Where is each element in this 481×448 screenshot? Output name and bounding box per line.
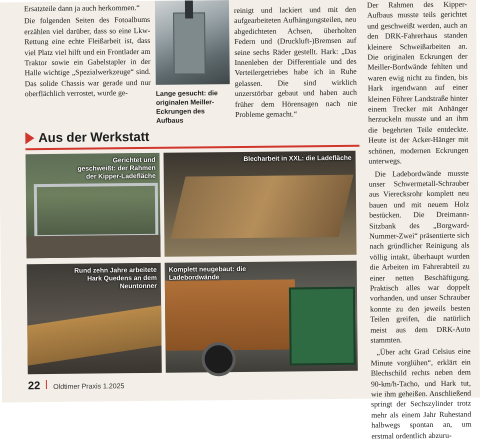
page-number: 22 [27,380,41,393]
stake-bracket [185,0,193,18]
side-wall-shape [165,279,296,350]
section-title: Aus der Werkstatt [38,128,150,146]
paragraph: Die Ladebordwände musste unser Schwermetall-Schrauber aus Vierecksrohr komplett neu bauen und mit neuem Holz bestücken. Die Dreimann-Sitzbank des „Borgward-Nummer-Zwei“ präsentierte sich nach gründlicher Reinigung als völlig intakt, überhaupt wurden die Arbeiten im Fahrerabteil zu einer netten Beschäftigung. Praktisch alles war doppelt vorhanden, und unser Schrauber konnte zu den jeweils besten Teilen greifen, die natürlich meist aus dem DRK-Auto stammten. [368,168,471,345]
photo-restoration [27,263,162,374]
publication-name: Oldtimer Praxis 1.2025 [53,383,125,391]
paragraph: Die folgenden Seiten des Fotoalbums erzählen viel darüber, dass so eine Lkw-Rettung eine echte Fleißarbeit ist, dass viel Platz viel hilft und ein Frontlader am Traktor sowie ein Gabelstapler in der Halle wichtige „Spezialwerkzeuge“ sind. Das solide Chassis war gerade und nur oberflächlich verrostet, wurde ge- [24,15,151,99]
arrow-icon [25,132,34,144]
section-header [25,129,149,145]
frame-shape [34,183,159,238]
photo-caption: Gerichtet und geschweißt: der Rahmen der Kipper-Ladefläche [77,156,156,181]
floor-shape [26,235,160,258]
wheel-shape [201,342,235,376]
photo-sheet-metal [164,151,357,257]
paragraph: „Über acht Grad Celsius eine Minute vorglühen“, erklärt ein Blechschild rechts neben dem 90-km/h-Tacho, und Hark tut, wie ihm geheißen. Anschließend springt der Sechszylinder trotz mehr als einem Jahr Ruhestand halbwegs spontan an, um erstmal ordentlich abzuru- [370,346,472,441]
sheet-shape [171,175,354,239]
photo-frame-welding [26,153,161,258]
stake-part [173,12,206,74]
article-column-4 [367,0,472,444]
paragraph: Ersatzteile dann ja auch herkommen.“ [23,3,140,14]
article-column-3 [234,5,357,123]
photo-caption: Rund zehn Jahre arbeitete Hark Quedens an dem Neuntonner [74,266,157,291]
photo-caption: Komplett neugebaut: die Ladebordwände [168,265,247,282]
paragraph: reinigt und lackiert und mit den aufgearbeiteten Aufhängungsteilen, neu abgedichteten Achsen, überholten Federn und (Druckluft-)Bremsen auf seine sechs Räder gestellt. Hark: „Das Innenleben der Differentiale und des Verteilergetriebes habe ich in Ruhe gelassen. Die sind wirklich unzerstörbar gebaut und haben auch früher dem Hörensagen nach nie Probleme gemacht.“ [233,4,358,120]
corner-stake-photo [155,0,230,85]
photo-caption: Lange gesucht: die originalen Meiller-Eckrungen des Aufbaus [155,90,218,125]
photo-side-walls [165,261,358,373]
page-footer [28,379,125,392]
section-divider [25,145,359,150]
article-column-1 [24,3,151,102]
cab-shape [289,287,356,366]
footer-divider [46,380,47,389]
wood-bed-shape [27,305,161,365]
paragraph: Der Rahmen des Kipper-Aufbaus musste teils gerichtet und geschweißt werden, auch an den DRK-Fahrerhaus standen kleinere Schweißarbeiten an. Die originalen Eckrungen der Meiller-Bordwände fehlten und waren ewig nicht zu finden, bis Hark irgendwann auf einer kleinen Föhrer Landstraße hinter einem Trecker mit Anhänger herzuckeln musste und an ihm die begehrten Teile entdeckte. Heute ist der Acker-Hänger mit schönen, modernen Eckrungen unterwegs. [366,0,469,166]
photo-caption: Blecharbeit in XXL: die Ladefläche [243,154,352,163]
